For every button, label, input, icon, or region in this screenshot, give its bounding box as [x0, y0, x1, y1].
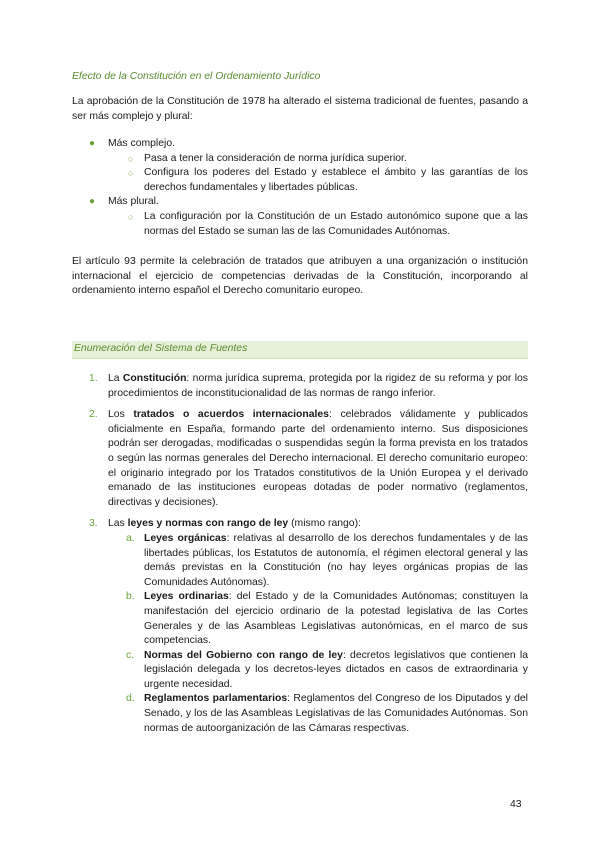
numbered-item	[72, 408, 528, 510]
item-text: : celebrados válidamente y publicados oficialmente en España, formando parte del ordenamiento interno. Sus disposiciones podrán ser derogadas, modificadas o suspendidas según la forma prevista en los tratados o según las normas generales del Derecho internacional. El derecho comunitario europeo: el originario integrado por los Tratados constitutivos de la Unión Europea y el derivado emanado de las instituciones europeas dotadas de poder normativo (reglamentos, directivas y decisiones).	[108, 409, 528, 508]
item-term: Leyes ordinarias	[144, 591, 229, 603]
item-letter: b.	[126, 591, 135, 603]
section-header-bar	[72, 341, 528, 359]
item-prefix: La	[108, 373, 123, 384]
bullet-dot-icon: ●	[89, 138, 96, 149]
item-number: 3.	[89, 518, 98, 530]
item-term: Leyes orgánicas	[144, 532, 227, 544]
item-prefix: Las	[108, 518, 128, 530]
article-93-paragraph: El artículo 93 permite la celebración de tratados que atribuyen a una organización o institución internacional el ejercicio de competencias derivadas de la Constitución, incorporando al ordenamiento interno español el Derecho comunitario europeo.	[72, 256, 528, 297]
page-number: 43	[510, 799, 522, 810]
item-term: Constitución	[122, 373, 187, 384]
item-term: Normas del Gobierno con rango de ley	[144, 649, 343, 661]
item-text: (mismo rango):	[288, 518, 361, 530]
bullet-label: Más plural.	[108, 196, 159, 208]
item-text: : del Estado y de la Comunidades Autónomas; constituyen la manifestación del ejercicio ordinario de la potestad legislativa de las Cortes Generales y de las Asambleas Legislativas autonómicas, en el marco de sus competencias.	[144, 591, 529, 647]
sub-bullet-item	[72, 210, 528, 239]
bullet-dot-icon: ●	[89, 196, 96, 208]
circle-bullet-icon: ○	[128, 211, 134, 222]
item-term: tratados o acuerdos internacionales	[133, 409, 329, 421]
bullet-list	[72, 137, 528, 239]
lettered-item	[72, 532, 528, 590]
numbered-list	[72, 372, 528, 736]
sub-bullet-item	[72, 152, 528, 167]
item-letter: c.	[126, 649, 135, 661]
bullet-item	[72, 137, 528, 152]
sub-bullet-text: Configura los poderes del Estado y establece el ámbito y las garantías de los derechos fundamentales y libertades públicas.	[144, 167, 528, 193]
numbered-item	[72, 517, 528, 532]
bullet-item	[72, 195, 528, 210]
item-number: 1.	[89, 373, 98, 384]
item-text: : norma jurídica suprema, protegida por la rigidez de su reforma y por los procedimientos de inconstitucionalidad de las normas de rango inferior.	[108, 373, 529, 399]
section-title-efecto: Efecto de la Constitución en el Ordenamiento Jurídico	[72, 71, 321, 82]
section-title-enumeracion: Enumeración del Sistema de Fuentes	[74, 343, 248, 354]
bullet-label: Más complejo.	[108, 138, 175, 149]
item-term: Reglamentos parlamentarios	[144, 693, 288, 705]
lettered-item	[72, 649, 528, 693]
item-text: : Reglamentos del Congreso de los Diputados y del Senado, y los de las Asambleas Legislativas de las Comunidades Autónomas. Son normas de autoorganización de las Cámaras respectivas.	[144, 693, 528, 734]
lettered-item	[72, 590, 528, 648]
sub-bullet-item	[72, 166, 528, 195]
item-term: leyes y normas con rango de ley	[127, 518, 289, 530]
intro-paragraph: La aprobación de la Constitución de 1978 ha alterado el sistema tradicional de fuentes, pasando a ser más complejo y plural:	[72, 96, 528, 122]
circle-bullet-icon: ○	[128, 168, 134, 179]
item-prefix: Los	[108, 409, 134, 421]
sub-bullet-text: La configuración por la Constitución de un Estado autonómico supone que a las normas del Estado se suman las de las Comunidades Autónomas.	[144, 210, 528, 237]
item-letter: d.	[126, 693, 135, 705]
item-text: : decretos legislativos que contienen la legislación delegada y los decretos-leyes dictados en casos de extraordinaria y urgente necesidad.	[144, 649, 528, 690]
item-text: : relativas al desarrollo de los derechos fundamentales y de las libertades públicas, los Estatutos de autonomía, el régimen electoral general y las demás previstas en la Constitución (no hay leyes orgánicas propias de las Comunidades Autónomas).	[144, 532, 529, 588]
item-number: 2.	[89, 409, 98, 421]
item-letter: a.	[126, 532, 135, 544]
circle-bullet-icon: ○	[128, 153, 134, 164]
numbered-item	[72, 372, 528, 401]
lettered-item	[72, 692, 528, 736]
sub-bullet-text: Pasa a tener la consideración de norma jurídica superior.	[144, 152, 407, 164]
